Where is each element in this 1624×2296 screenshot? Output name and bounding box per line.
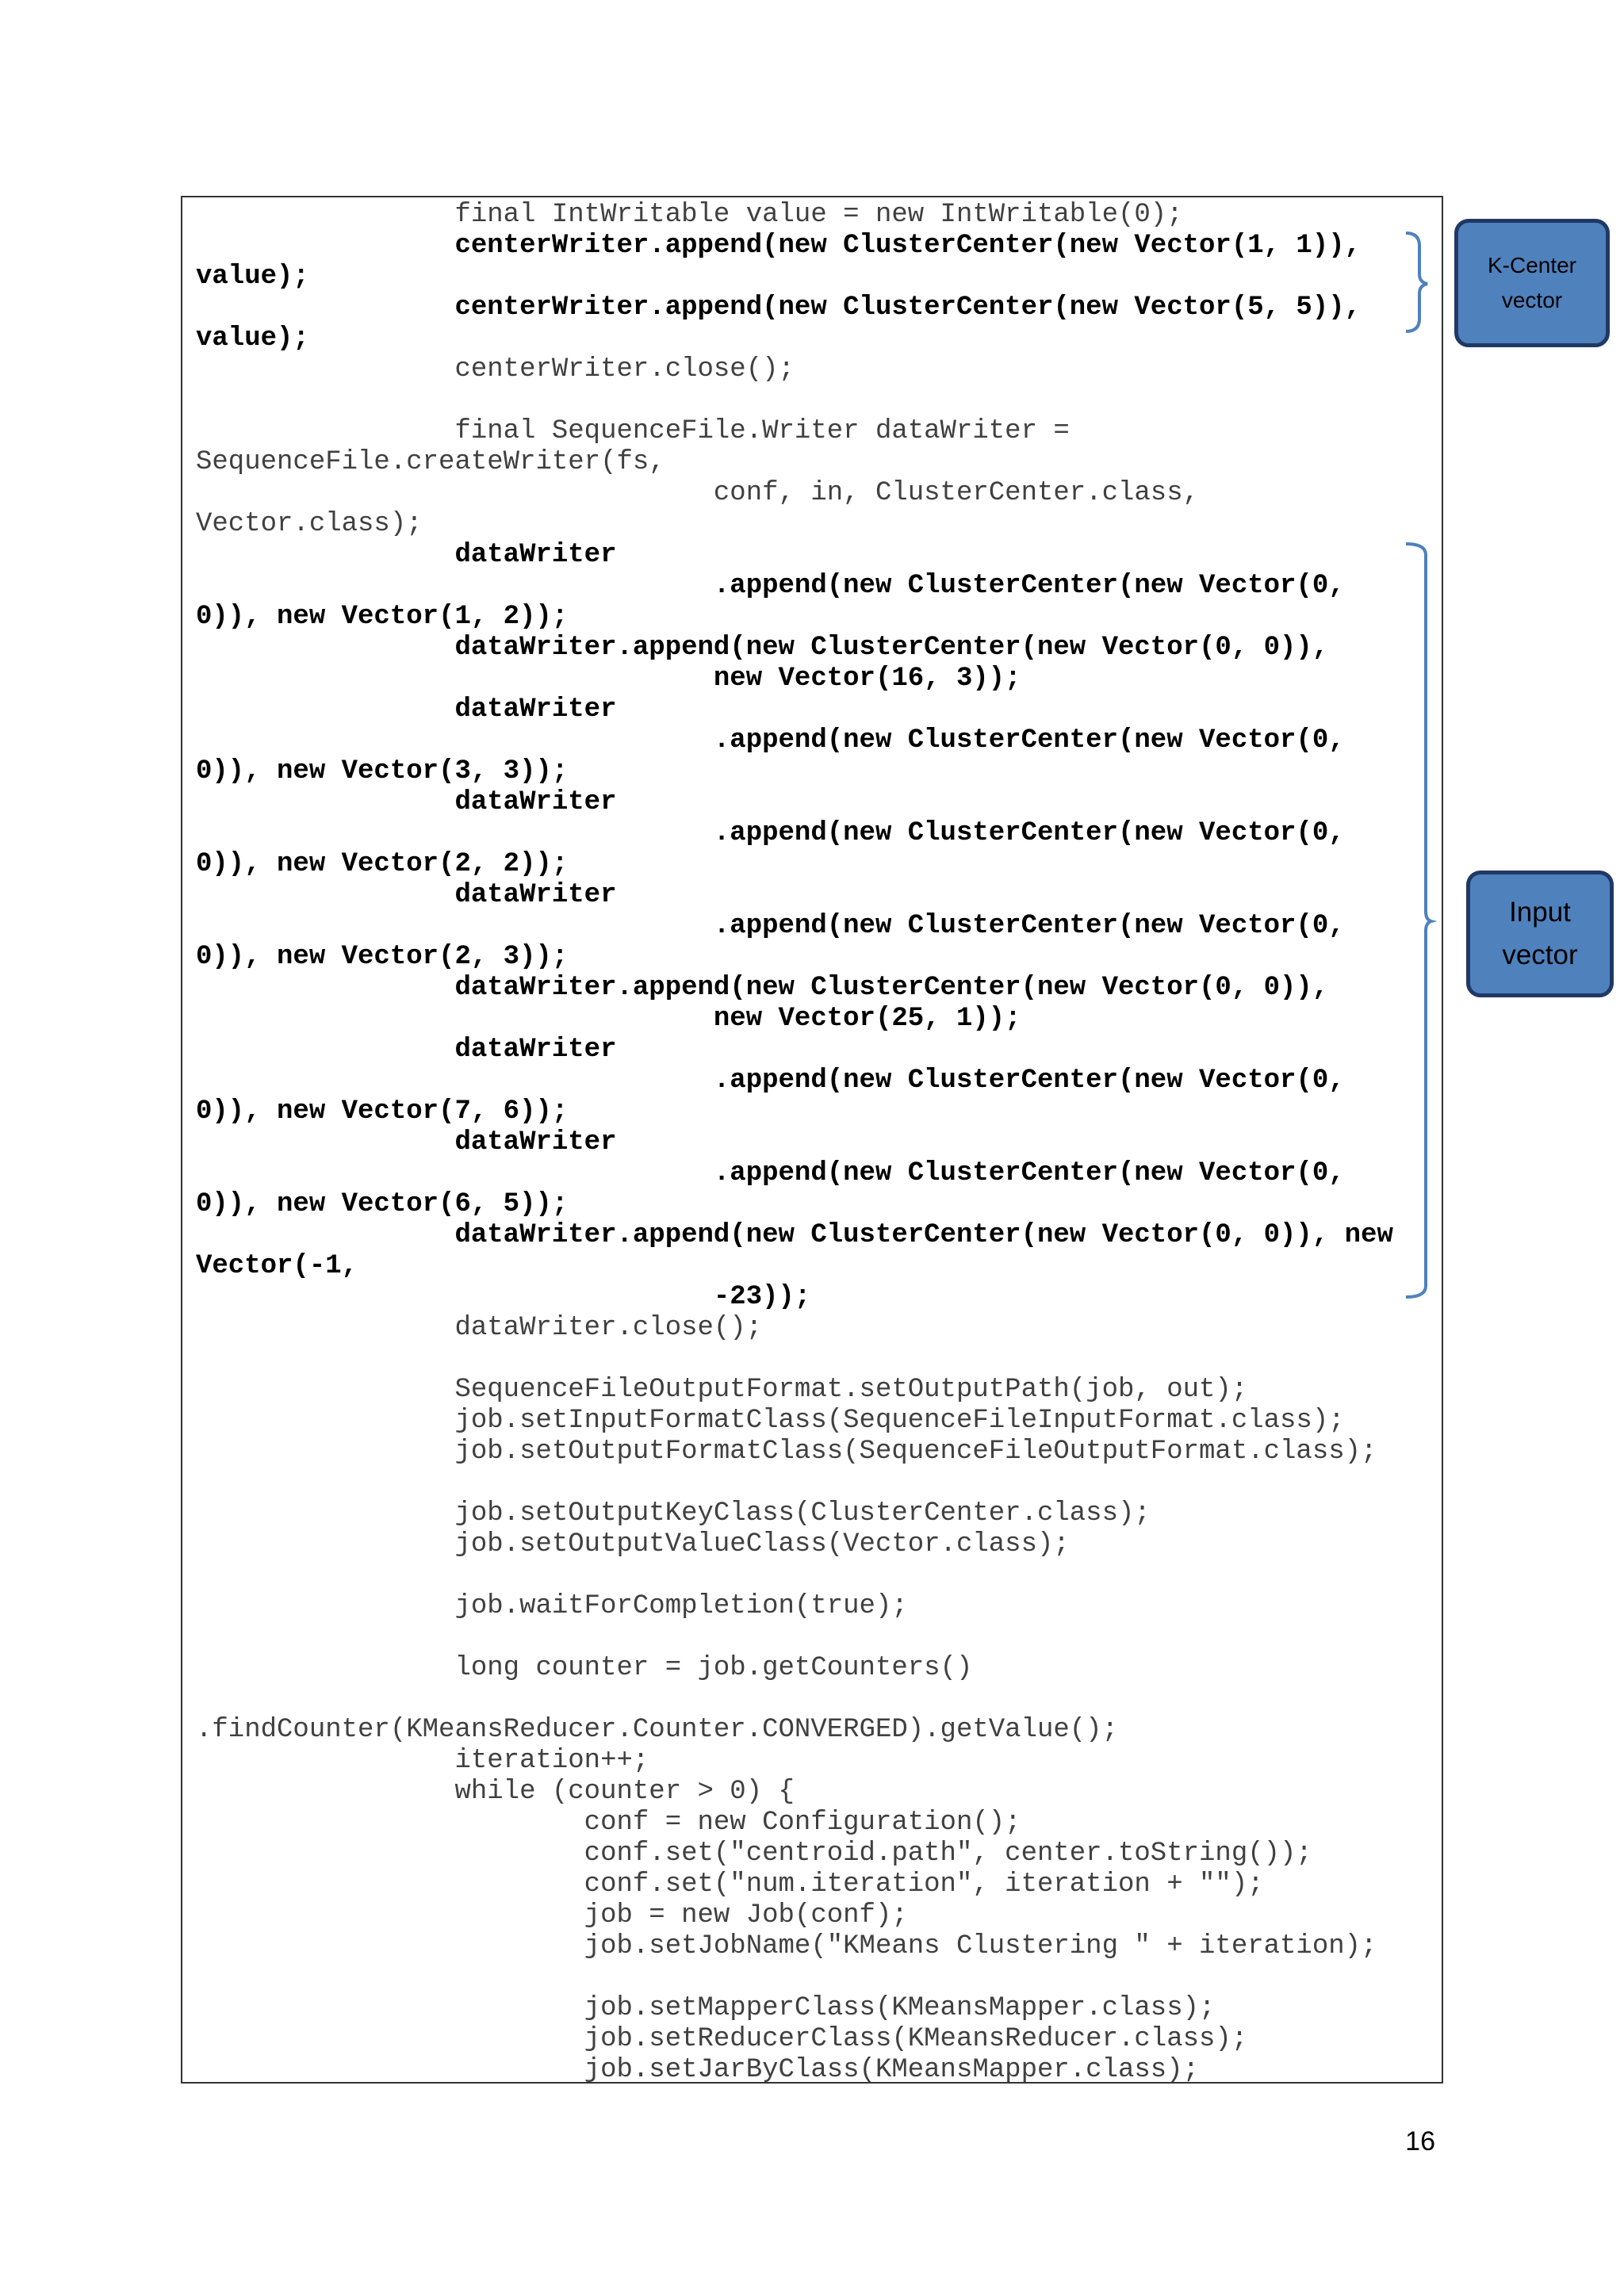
code-line: dataWriter bbox=[196, 787, 617, 817]
code-line: dataWriter bbox=[196, 540, 617, 570]
input-vector-bracket bbox=[1406, 544, 1431, 1297]
code-line: job.setJobName("KMeans Clustering " + iteration); bbox=[196, 1931, 1377, 1961]
code-line: 0)), new Vector(2, 2)); bbox=[196, 849, 569, 879]
code-line: 0)), new Vector(3, 3)); bbox=[196, 756, 569, 786]
code-line: dataWriter.append(new ClusterCenter(new Vector(0, 0)), bbox=[196, 973, 1329, 1003]
input-vector-callout: Input vector bbox=[1466, 871, 1614, 997]
code-line: value); bbox=[196, 262, 309, 292]
code-line: final IntWritable value = new IntWritable(0); bbox=[196, 200, 1183, 230]
code-line: while (counter > 0) { bbox=[196, 1777, 795, 1807]
code-line: Vector(-1, bbox=[196, 1251, 358, 1281]
page-number: 16 bbox=[1405, 2126, 1435, 2156]
code-line: .append(new ClusterCenter(new Vector(0, bbox=[196, 571, 1345, 601]
code-line: conf = new Configuration(); bbox=[196, 1808, 1021, 1838]
code-line: conf, in, ClusterCenter.class, bbox=[196, 478, 1200, 508]
code-line: new Vector(16, 3)); bbox=[196, 664, 1021, 694]
code-line: 0)), new Vector(7, 6)); bbox=[196, 1096, 569, 1127]
code-line: job.setMapperClass(KMeansMapper.class); bbox=[196, 1993, 1216, 2023]
code-line: dataWriter bbox=[196, 695, 617, 725]
code-line: job.setOutputFormatClass(SequenceFileOutputFormat.class); bbox=[196, 1437, 1377, 1467]
code-line: new Vector(25, 1)); bbox=[196, 1004, 1021, 1034]
code-line: .append(new ClusterCenter(new Vector(0, bbox=[196, 1158, 1345, 1188]
code-line: SequenceFile.createWriter(fs, bbox=[196, 447, 665, 477]
code-line: 0)), new Vector(1, 2)); bbox=[196, 602, 569, 632]
code-line: job = new Job(conf); bbox=[196, 1900, 908, 1931]
code-line: centerWriter.append(new ClusterCenter(new Vector(1, 1)), bbox=[196, 231, 1362, 261]
code-line: job.setOutputValueClass(Vector.class); bbox=[196, 1529, 1070, 1559]
code-line: .findCounter(KMeansReducer.Counter.CONVERGED).getValue(); bbox=[196, 1715, 1118, 1745]
code-line: conf.set("centroid.path", center.toString()); bbox=[196, 1839, 1312, 1869]
code-line: job.setReducerClass(KMeansReducer.class); bbox=[196, 2024, 1248, 2054]
code-line: Vector.class); bbox=[196, 509, 423, 539]
code-line: dataWriter bbox=[196, 1035, 617, 1065]
code-line: value); bbox=[196, 323, 309, 354]
code-line: .append(new ClusterCenter(new Vector(0, bbox=[196, 1066, 1345, 1096]
code-line: dataWriter.append(new ClusterCenter(new Vector(0, 0)), bbox=[196, 633, 1329, 663]
code-line: 0)), new Vector(2, 3)); bbox=[196, 942, 569, 972]
code-line: job.setOutputKeyClass(ClusterCenter.class); bbox=[196, 1498, 1151, 1529]
code-line: job.setInputFormatClass(SequenceFileInputFormat.class); bbox=[196, 1406, 1345, 1436]
code-line: dataWriter.close(); bbox=[196, 1313, 763, 1343]
code-line: -23)); bbox=[196, 1282, 811, 1312]
k-center-bracket bbox=[1406, 233, 1427, 331]
code-line: long counter = job.getCounters() bbox=[196, 1653, 973, 1683]
code-line: dataWriter bbox=[196, 880, 617, 910]
code-line: job.waitForCompletion(true); bbox=[196, 1591, 908, 1621]
code-line: job.setJarByClass(KMeansMapper.class); bbox=[196, 2055, 1200, 2085]
code-line: .append(new ClusterCenter(new Vector(0, bbox=[196, 911, 1345, 941]
code-line: .append(new ClusterCenter(new Vector(0, bbox=[196, 818, 1345, 848]
code-line: centerWriter.close(); bbox=[196, 354, 795, 385]
code-line: iteration++; bbox=[196, 1746, 649, 1776]
code-line: .append(new ClusterCenter(new Vector(0, bbox=[196, 725, 1345, 756]
code-line: dataWriter bbox=[196, 1127, 617, 1158]
k-center-vector-callout: K-Center vector bbox=[1454, 219, 1610, 347]
code-line: 0)), new Vector(6, 5)); bbox=[196, 1189, 569, 1219]
code-line: centerWriter.append(new ClusterCenter(new Vector(5, 5)), bbox=[196, 293, 1362, 323]
code-line: dataWriter.append(new ClusterCenter(new Vector(0, 0)), new bbox=[196, 1220, 1393, 1250]
code-line: final SequenceFile.Writer dataWriter = bbox=[196, 416, 1070, 446]
code-line: SequenceFileOutputFormat.setOutputPath(job, out); bbox=[196, 1375, 1248, 1405]
code-line: conf.set("num.iteration", iteration + ""); bbox=[196, 1869, 1264, 1900]
